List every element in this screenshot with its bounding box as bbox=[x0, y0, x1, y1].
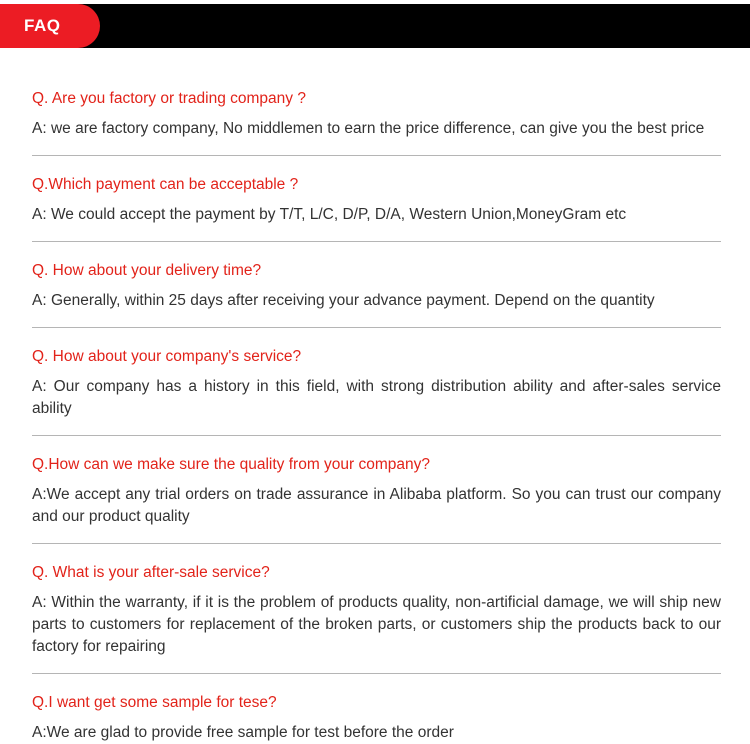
faq-answer: A: Our company has a history in this field, with strong distribution ability and after-sales service ability bbox=[32, 378, 721, 417]
faq-header-title: FAQ bbox=[0, 4, 100, 48]
faq-item bbox=[32, 452, 721, 528]
faq-list bbox=[32, 86, 721, 744]
faq-answer: A:We are glad to provide free sample for test before the order bbox=[32, 724, 454, 741]
faq-divider bbox=[32, 327, 721, 328]
faq-item bbox=[32, 258, 721, 312]
faq-question: Q.I want get some sample for tese? bbox=[32, 694, 277, 711]
faq-item bbox=[32, 560, 721, 658]
faq-divider bbox=[32, 155, 721, 156]
faq-question: Q. What is your after-sale service? bbox=[32, 564, 270, 581]
faq-question: Q. Are you factory or trading company ? bbox=[32, 90, 306, 107]
faq-answer: A: Generally, within 25 days after receiving your advance payment. Depend on the quantity bbox=[32, 292, 655, 309]
faq-divider bbox=[32, 435, 721, 436]
faq-answer: A: Within the warranty, if it is the problem of products quality, non-artificial damage, we will ship new parts to customers for replacement of the broken parts, or customers ship the products back to our factory for repairing bbox=[32, 594, 721, 655]
faq-divider bbox=[32, 543, 721, 544]
faq-question: Q. How about your delivery time? bbox=[32, 262, 262, 279]
faq-divider bbox=[32, 241, 721, 242]
faq-question: Q.Which payment can be acceptable ? bbox=[32, 176, 299, 193]
faq-question: Q. How about your company's service? bbox=[32, 348, 302, 365]
faq-answer: A:We accept any trial orders on trade assurance in Alibaba platform. So you can trust our company and our product quality bbox=[32, 486, 721, 525]
faq-question: Q.How can we make sure the quality from your company? bbox=[32, 456, 431, 473]
faq-item bbox=[32, 344, 721, 420]
faq-answer: A: We could accept the payment by T/T, L/C, D/P, D/A, Western Union,MoneyGram etc bbox=[32, 206, 627, 223]
faq-divider bbox=[32, 673, 721, 674]
faq-item bbox=[32, 172, 721, 226]
faq-answer: A: we are factory company, No middlemen to earn the price difference, can give you the best price bbox=[32, 120, 705, 137]
faq-item bbox=[32, 86, 721, 140]
faq-header-bar bbox=[0, 4, 750, 48]
faq-item bbox=[32, 690, 721, 744]
